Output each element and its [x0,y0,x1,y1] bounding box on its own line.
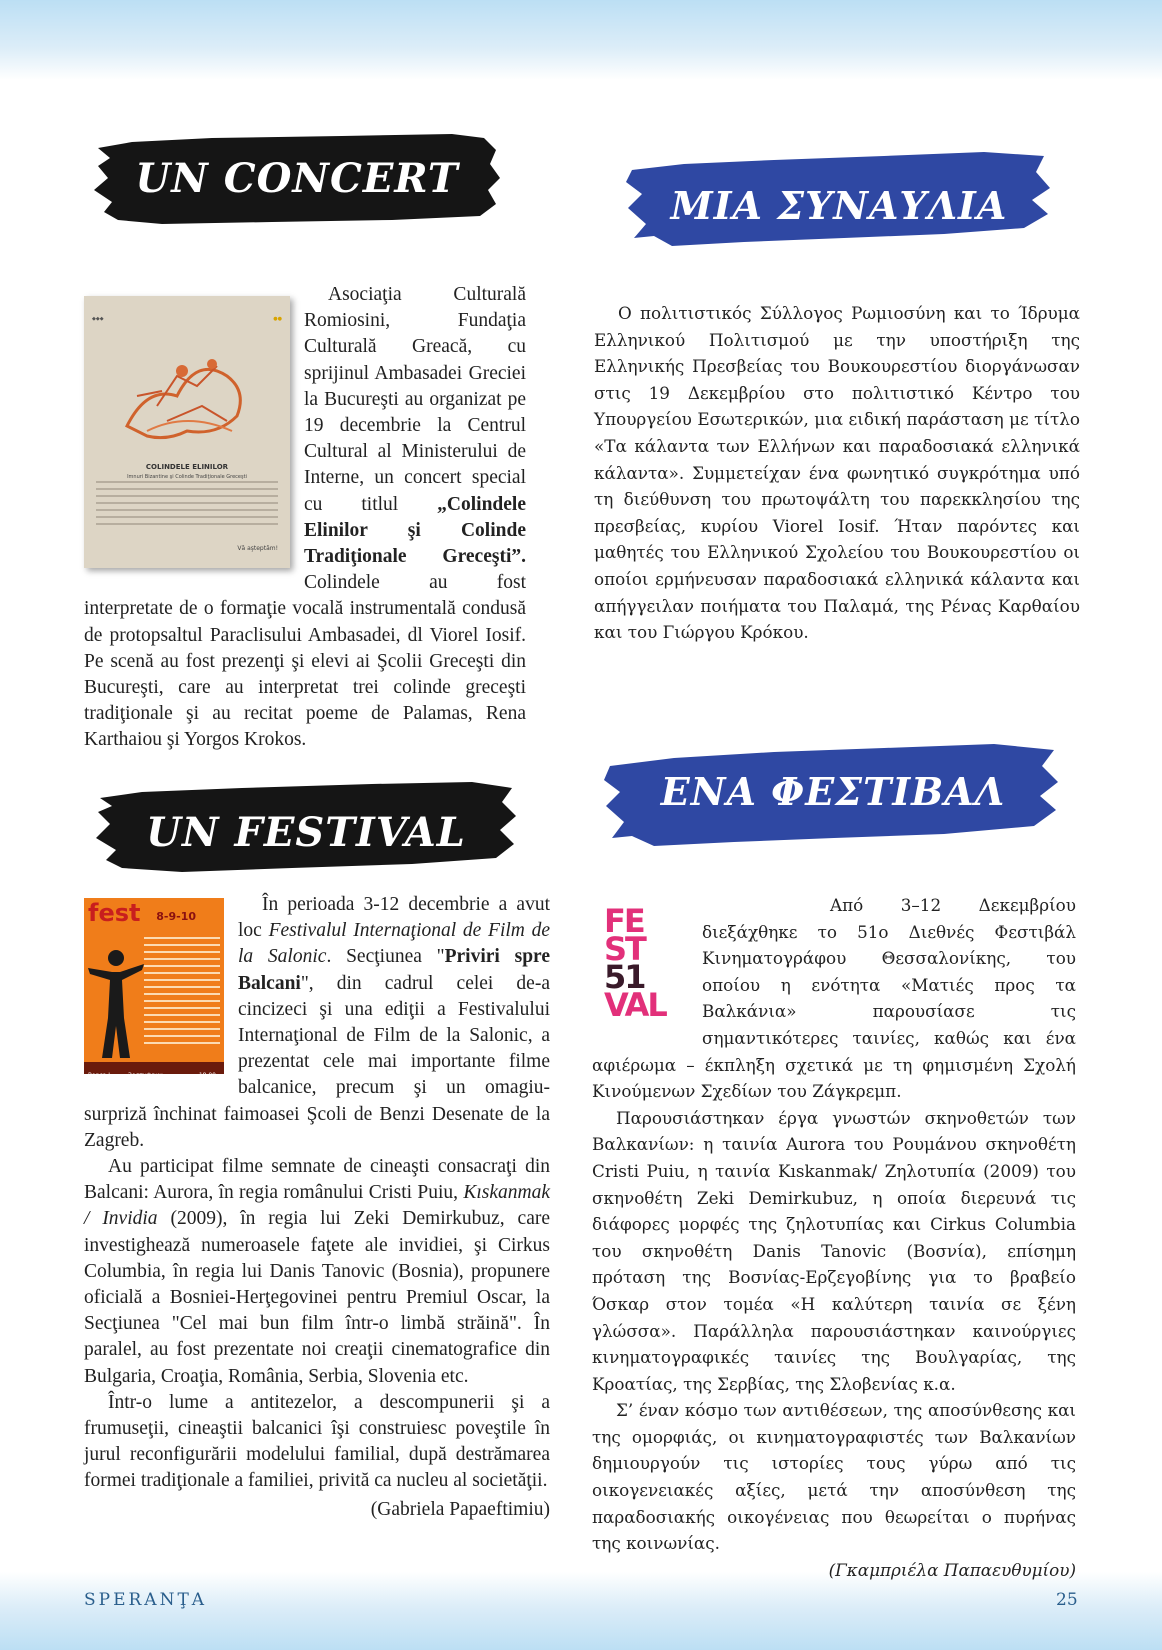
festival-poster-image [84,898,224,1079]
concert-poster-image [84,296,290,568]
festival-gr-paragraph-1: Από 3–12 Δεκεμβρίου διεξάχθηκε το 51ο Διεθνές Φεστιβάλ Κινηματογράφου Θεσσαλονίκης, του οποίου η ενότητα «Ματιές προς τα Βαλκάνια» παρουσίασε τις σημαντικότερες ταινίες, καθώς και ένα αφιέρωμα – έκπληξη σχετικά με τη φημισμένη Σχολή Κινούμενων Σχεδίων του Ζάγκρεμπ. [592,895,1076,1102]
banner-ena-festival [604,736,1062,854]
text-run-italic: Kıskanmak / Invidia [84,1182,550,1230]
article-synaulia-gr [594,300,1080,646]
article-festival-ro [84,892,550,1523]
poster-film-list [144,932,220,1049]
text-run: Au participat filme semnate de cineaşti consacraţi din Balcani: Aurora, în regia românului Cristi Puiu, [84,1156,550,1204]
synaulia-paragraph: Ο πολιτιστικός Σύλλογος Ρωμιοσύνη και το Ίδρυμα Ελληνικού Πολιτισμού με την υποστήριξη της Ελληνικής Πρεσβείας του Βουκουρεστίου διοργάνωσαν στις 19 Δεκεμβρίου στο πολιτιστικό Κέντρο του Υπουργείου Εσωτερικών, μια ειδική παράσταση με τίτλο «Τα κάλαντα των Ελλήνων και παραδοσιακά ελληνικά κάλαντα». Συμμετείχαν ένα φωνητικό συγκρότημα υπό τη διεύθυνση του πρωτοψάλτη του παρεκκλησίου της πρεσβείας, κυρίου Viorel Iosif. Ήταν παρόντες και μαθητές του Ελληνικού Σχολείου του Βουκουρεστίου οι οποίοι ερμήνευσαν παραδοσιακά ελληνικά κάλαντα και απήγγειλαν ποιήματα του Παλαμά, της Ρένας Καρθαίου και του Γιώργου Κρόκου. [594,303,1080,643]
festival-paragraph-3: Într-o lume a antitezelor, a descompunerii şi a frumuseţii, cineaştii balcanici îşi construiesc poveştile în jurul reconfigurării modelului familial, după destrămarea formei tradiţionale a familiei, privită ca nucleu al societăţii. [84,1391,550,1492]
signature: (Gabriela Papaeftimiu) [370,1498,550,1520]
festival-logo-l4: VAL [604,986,666,1024]
text-run-bold: Priviri spre Balcani [238,946,550,994]
signature: (Γκαμπριέλα Παπαευθυμίου) [828,1559,1076,1580]
poster-bottom-right: 18.00 [198,1072,216,1079]
festival-paragraph-2 [84,1154,550,1390]
festival-gr-paragraph-3: Σ’ έναν κόσμο των αντιθέσεων, της αποσύνθεσης και της ομορφιάς, οι κινηματογραφιστές των Βαλκανίων δημιουργούν τις ιστορίες τους γύρω από τις οικογενειακές αξίες, μετά την αποσύνθεση της παραδοσιακής οικογένειας που θεωρείται ο πυρήνας της κοινωνίας. [592,1400,1076,1554]
poster-sign: Vă aşteptăm! [237,544,278,552]
footer-page-number: 25 [1056,1590,1078,1610]
poster-dates: 8-9-10 [156,910,196,923]
poster-bottom-left: Ropca I [88,1072,111,1079]
text-run: Asociaţia Culturală Romiosini, Fundaţia Culturală Greacă, cu sprijinul Ambasadei Greciei la Bucureşti au organizat pe 19 decembrie la Centrul Cultural al Ministerului de Interne, un concert special cu titlul [304,284,526,515]
silhouette-figure [86,938,146,1058]
text-run-bold: „Colindele Elinilor şi Colinde Tradiţionale Greceşti”. [304,493,526,568]
poster-bottom-bar [84,1062,224,1079]
text-run-italic: Festivalul Internaţional de Film de la Salonic [238,920,551,968]
festival-logo-l3: 51 [604,958,645,996]
festival-logo-image [598,902,690,1026]
poster-caption: COLINDELE ELINILOR [145,463,229,471]
banner-title: UN CONCERT [135,154,459,202]
banner-title: ΕΝΑ ΦΕΣΤΙΒΑΛ [660,768,1006,814]
poster-bottom-mid: Зелтуфрик [128,1072,163,1079]
festival-gr-paragraph-2: Παρουσιάστηκαν έργα γνωστών σκηνοθετών των Βαλκανίων: η ταινία Aurora του Ρουμάνου σκηνοθέτη Cristi Puiu, η ταινία Kıskanmak/ Ζηλοτυπία (2009) του σκηνοθέτη Zeki Demirkubuz, η οποία διερευνά τις διάφορες μορφές της ζηλοτυπίας και Cirkus Columbia του σκηνοθέτη Danis Tanovic (Βοσνία), επίσημη πρόταση της Βοσνίας-Ερζεγοβίνης για το βραβείο Όσκαρ στον τομέα «Η καλύτερη ταινία σε ξένη γλώσσα». Παράλληλα παρουσιάστηκαν καινούργιες κινηματογραφικές ταινίες της Βουλγαρίας, της Κροατίας, της Σερβίας, της Σλοβενίας κ.α. [592,1107,1076,1394]
bottom-gradient-band [0,1572,1162,1650]
banner-title: ΜΙΑ ΣΥΝΑΥΛΙΑ [670,182,1008,228]
banner-un-concert [92,128,502,228]
article-festival-gr [592,892,1076,1583]
top-gradient-band [0,0,1162,80]
text-run: ", din cadrul celei de-a cincizeci şi una ediţii a Festivalului Internaţional de Film de la Salonic, a prezentat cele mai importante filme balcanice, precum şi un omagiu-surpriză închinat faimoasei Şcoli de Benzi Desenate de la Zagreb. [84,972,550,1151]
article-concert-ro [84,282,526,754]
text-run: În perioada 3-12 decembrie a avut loc [238,894,550,942]
banner-title: UN FESTIVAL [146,808,466,856]
footer-magazine-name: SPERANŢA [84,1590,208,1610]
festival-logo-l1: FE [604,902,644,940]
poster-logo-left: ◆◆◆ [92,316,104,322]
poster-logo-right: ●● [273,316,282,322]
banner-un-festival [92,776,520,876]
festival-logo-l2: ST [604,930,645,968]
banner-mia-synaulia [624,142,1054,254]
text-run: Colindele au fost interpretate de o formaţie vocală instrumentală condusă de protopsaltul Paraclisului Ambasadei, dl Viorel Iosif. Pe scenă au fost prezenţi şi elevi ai Şcolii Greceşti din Bucureşti, care au interpretat trei colinde greceşti tradiţionale şi au recitat poeme de Palamas, Rena Karthaiou şi Yorgos Krokos. [84,572,526,751]
text-run: . Secţiunea " [326,946,445,968]
poster-subcaption: Imnuri Bizantine şi Colinde Tradiţionale Greceşti [127,474,247,480]
poster-brand: fest [88,899,141,927]
poster-text-lines [96,476,278,530]
rider-illustration [107,336,267,446]
text-run: (2009), în regia lui Zeki Demirkubuz, care investighează numeroasele faţete ale invidiei, şi Cirkus Columbia, în regia lui Danis Tanovic (Bosnia), propunere oficială a Bosniei-Herţegovinei pentru Premiul Oscar, la Secţiunea "Cel mai bun film într-o limbă străină". În paralel, au fost prezentate noi creaţii cinematografice din Bulgaria, Croaţia, România, Serbia, Slovenia etc. [84,1208,550,1387]
